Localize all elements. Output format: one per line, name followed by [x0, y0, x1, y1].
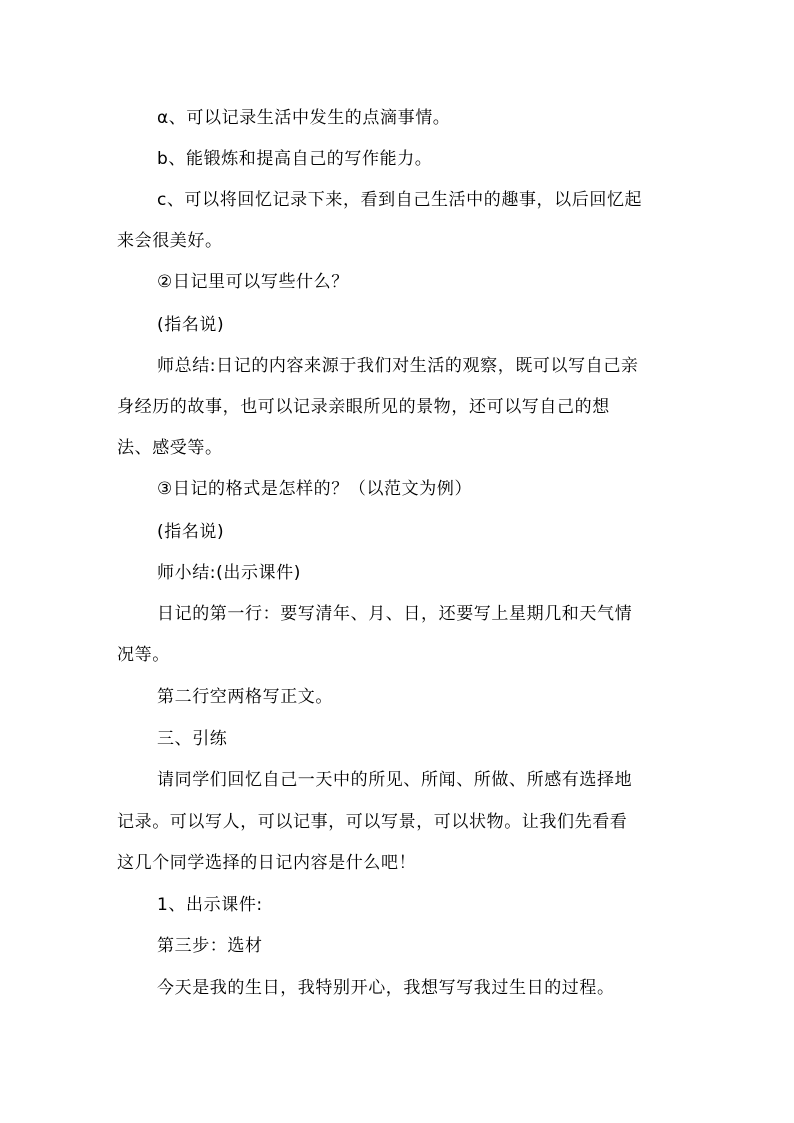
section-heading: 三、引练 — [157, 729, 228, 749]
paragraph-line: 身经历的故事，也可以记录亲眼所见的景物，还可以写自己的想 — [117, 397, 610, 417]
note-line: (指名说) — [157, 522, 225, 542]
paragraph-line: 来会很美好。 — [117, 231, 223, 251]
example-line: 今天是我的生日，我特别开心，我想写写我过生日的过程。 — [157, 978, 615, 998]
paragraph-line: 况等。 — [117, 645, 170, 665]
step-heading: 第三步：选材 — [157, 936, 263, 956]
list-item-c: c、可以将回忆记录下来，看到自己生活中的趣事，以后回忆起 — [157, 190, 643, 210]
list-item-b: b、能锻炼和提高自己的写作能力。 — [157, 149, 433, 169]
paragraph-line: 法、感受等。 — [117, 438, 223, 458]
format-line-1: 日记的第一行：要写清年、月、日，还要写上星期几和天气情 — [157, 604, 633, 624]
paragraph-line: 这几个同学选择的日记内容是什么吧！ — [117, 853, 417, 873]
paragraph-line: 记录。可以写人，可以记事，可以写景，可以状物。让我们先看看 — [117, 812, 628, 832]
question-2: ②日记里可以写些什么？ — [157, 272, 349, 292]
note-line: (指名说) — [157, 315, 225, 335]
list-item-a: α、可以记录生活中发生的点滴事情。 — [157, 108, 451, 128]
teacher-conclusion: 师小结:(出示课件) — [157, 563, 301, 583]
question-3: ③日记的格式是怎样的？（以范文为例） — [157, 479, 473, 499]
paragraph-start: 请同学们回忆自己一天中的所见、所闻、所做、所感有选择地 — [157, 770, 633, 790]
teacher-summary: 师总结:日记的内容来源于我们对生活的观察，既可以写自己亲 — [157, 356, 639, 376]
step-item-1: 1、出示课件: — [157, 895, 263, 915]
format-line-2: 第二行空两格写正文。 — [157, 687, 333, 707]
